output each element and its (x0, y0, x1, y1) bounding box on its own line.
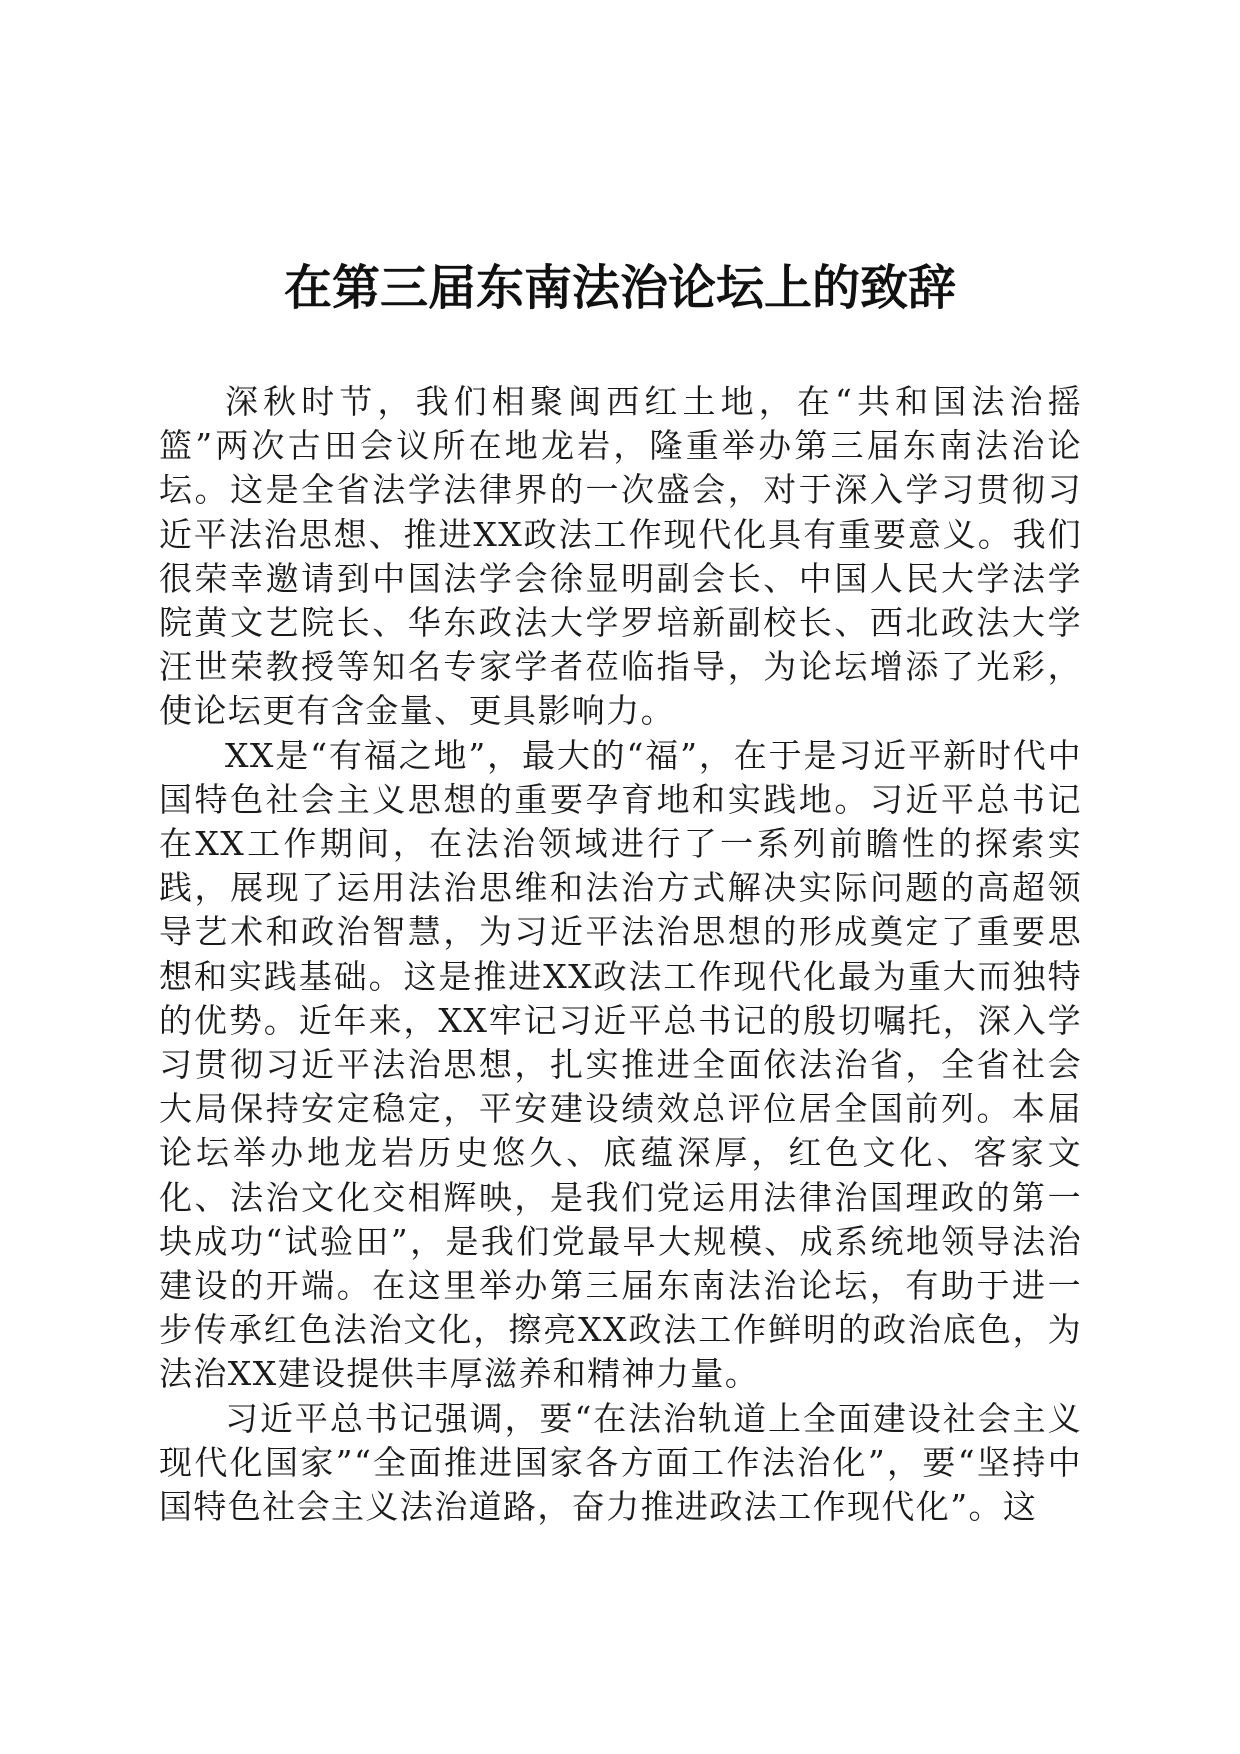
paragraph-3: 习近平总书记强调，要“在法治轨道上全面建设社会主义现代化国家”“全面推进国家各方面工作法治化”，要“坚持中国特色社会主义法治道路，奋力推进政法工作现代化”。这 (159, 1398, 1082, 1527)
paragraph-1: 深秋时节，我们相聚闽西红土地，在“共和国法治摇篮”两次古田会议所在地龙岩，隆重举办第三届东南法治论坛。这是全省法学法律界的一次盛会，对于深入学习贯彻习近平法治思想、推进XX政法工作现代化具有重要意义。我们很荣幸邀请到中国法学会徐显明副会长、中国人民大学法学院黄文艺院长、华东政法大学罗培新副校长、西北政法大学汪世荣教授等知名专家学者莅临指导，为论坛增添了光彩，使论坛更有含金量、更具影响力。 (159, 382, 1082, 731)
document-title: 在第三届东南法治论坛上的致辞 (283, 260, 956, 316)
document-body (159, 380, 1082, 1529)
paragraph-2: XX是“有福之地”，最大的“福”，在于是习近平新时代中国特色社会主义思想的重要孕育地和实践地。习近平总书记在XX工作期间，在法治领域进行了一系列前瞻性的探索实践，展现了运用法治思维和法治方式解决实际问题的高超领导艺术和政治智慧，为习近平法治思想的形成奠定了重要思想和实践基础。这是推进XX政法工作现代化最为重大而独特的优势。近年来，XX牢记习近平总书记的殷切嘱托，深入学习贯彻习近平法治思想，扎实推进全面依法治省，全省社会大局保持安定稳定，平安建设绩效总评位居全国前列。本届论坛举办地龙岩历史悠久、底蕴深厚，红色文化、客家文化、法治文化交相辉映，是我们党运用法律治国理政的第一块成功“试验田”，是我们党最早大规模、成系统地领导法治建设的开端。在这里举办第三届东南法治论坛，有助于进一步传承红色法治文化，擦亮XX政法工作鲜明的政治底色，为法治XX建设提供丰厚滋养和精神力量。 (159, 735, 1082, 1394)
